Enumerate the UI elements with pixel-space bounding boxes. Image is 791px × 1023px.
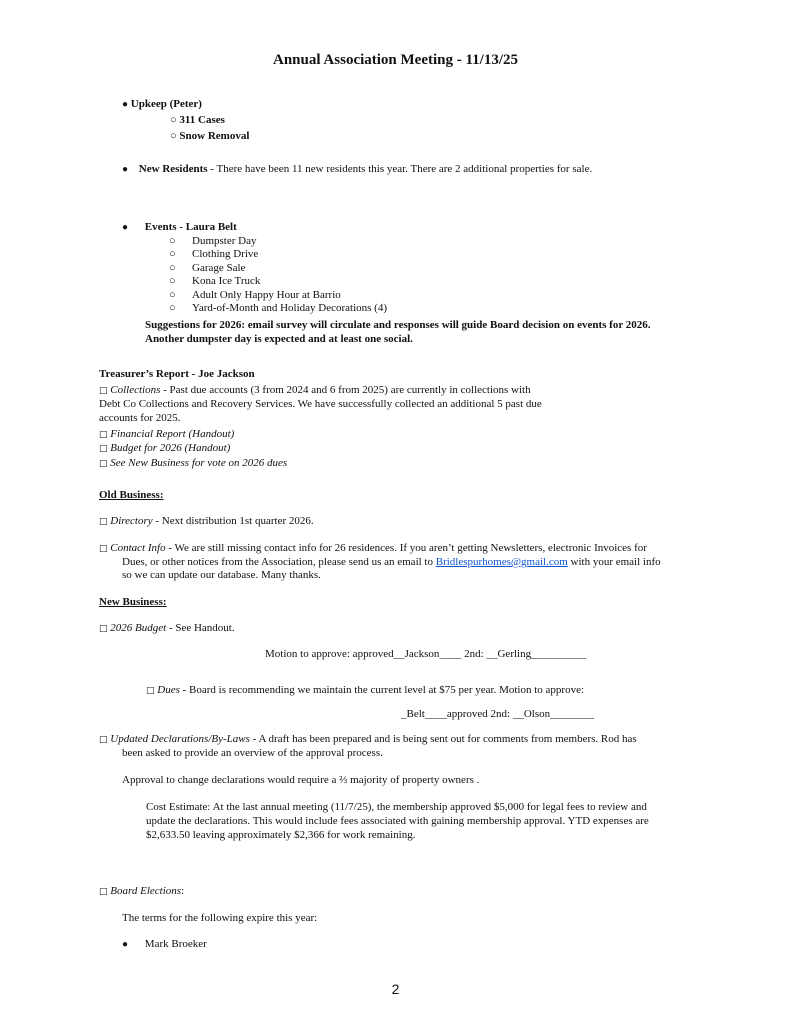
list-item: ○ Kona Ice Truck <box>169 275 261 287</box>
checkbox-icon: □ <box>99 544 108 554</box>
checkbox-icon: □ <box>146 686 155 696</box>
circle-bullet-icon: ○ <box>169 275 176 287</box>
cost-estimate: $2,633.50 leaving approximately $2,366 for work remaining. <box>146 829 416 841</box>
dues-motion: _Belt____approved 2nd: __Olson________ <box>401 708 595 720</box>
old-business-heading: Old Business: <box>99 489 164 501</box>
checkbox-icon: □ <box>99 444 108 454</box>
circle-bullet-icon: ○ <box>170 114 177 126</box>
checkbox-icon: □ <box>99 624 108 634</box>
list-item: ○ 311 Cases <box>170 114 225 126</box>
bullet-icon: ● <box>122 99 129 110</box>
treasurer-collections-cont: Debt Co Collections and Recovery Services. We have successfully collected an additional 5 past due <box>99 398 542 410</box>
declarations-item: □ Updated Declarations/By-Laws - A draft has been prepared and is being sent out for comments from members. Rod has <box>99 733 637 745</box>
list-item: ● Mark Broeker <box>122 938 207 950</box>
directory-item: □ Directory - Next distribution 1st quarter 2026. <box>99 515 314 527</box>
events-heading: ● Events - Laura Belt <box>122 221 237 233</box>
circle-bullet-icon: ○ <box>169 262 176 274</box>
new-residents: ● New Residents - There have been 11 new residents this year. There are 2 additional properties for sale. <box>122 163 593 175</box>
checkbox-icon: □ <box>99 887 108 897</box>
events-suggestion: Suggestions for 2026: email survey will circulate and responses will guide Board decision on events for 2026. <box>145 319 651 331</box>
budget-item: □ 2026 Budget - See Handout. <box>99 622 235 634</box>
treasurer-heading: Treasurer’s Report - Joe Jackson <box>99 368 255 380</box>
list-item: ○ Clothing Drive <box>169 248 259 260</box>
list-item: □ See New Business for vote on 2026 dues <box>99 457 288 469</box>
circle-bullet-icon: ○ <box>169 289 176 301</box>
list-item: ○ Garage Sale <box>169 262 246 274</box>
contact-item: □ Contact Info - We are still missing contact info for 26 residences. If you aren’t getting Newsletters, electronic Invoices for <box>99 542 647 554</box>
list-item: ○ Adult Only Happy Hour at Barrio <box>169 289 341 301</box>
circle-bullet-icon: ○ <box>169 248 176 260</box>
list-item: ○ Yard-of-Month and Holiday Decorations (4) <box>169 302 388 314</box>
upkeep-heading: ● Upkeep (Peter) <box>122 98 202 110</box>
cost-estimate: update the declarations. This would include fees associated with gaining membership approval. YTD expenses are <box>146 815 649 827</box>
treasurer-collections: □ Collections - Past due accounts (3 from 2024 and 6 from 2025) are currently in collections with <box>99 384 531 396</box>
checkbox-icon: □ <box>99 517 108 527</box>
email-link[interactable]: Bridlespurhomes@gmail.com <box>435 556 568 568</box>
checkbox-icon: □ <box>99 459 108 469</box>
approval-text: Approval to change declarations would require a ⅔ majority of property owners . <box>122 774 480 786</box>
bullet-icon: ● <box>122 939 129 950</box>
list-item: □ Budget for 2026 (Handout) <box>99 442 231 454</box>
events-suggestion: Another dumpster day is expected and at least one social. <box>145 333 413 345</box>
circle-bullet-icon: ○ <box>169 235 176 247</box>
cost-estimate: Cost Estimate: At the last annual meeting (11/7/25), the membership approved $5,000 for legal fees to review and <box>146 801 647 813</box>
list-item: □ Financial Report (Handout) <box>99 428 235 440</box>
checkbox-icon: □ <box>99 735 108 745</box>
bullet-icon: ● <box>122 222 129 233</box>
new-business-heading: New Business: <box>99 596 167 608</box>
declarations-item-cont: been asked to provide an overview of the approval process. <box>122 747 383 759</box>
circle-bullet-icon: ○ <box>169 302 176 314</box>
page-title: Annual Association Meeting - 11/13/25 <box>272 52 519 68</box>
budget-motion: Motion to approve: approved__Jackson____ 2nd: __Gerling__________ <box>265 648 587 660</box>
checkbox-icon: □ <box>99 430 108 440</box>
list-item: ○ Snow Removal <box>170 130 250 142</box>
dues-item: □ Dues - Board is recommending we maintain the current level at $75 per year. Motion to approve: <box>146 684 585 696</box>
page-number: 2 <box>391 981 400 997</box>
terms-text: The terms for the following expire this year: <box>122 912 318 924</box>
checkbox-icon: □ <box>99 386 108 396</box>
contact-item-cont: Dues, or other notices from the Association, please send us an email to Bridlespurhomes@gmail.com with your email info <box>122 556 661 568</box>
circle-bullet-icon: ○ <box>170 130 177 142</box>
elections-item: □ Board Elections: <box>99 885 185 897</box>
bullet-icon: ● <box>122 164 129 175</box>
treasurer-collections-cont: accounts for 2025. <box>99 412 181 424</box>
contact-item-cont: so we can update our database. Many thanks. <box>122 569 321 581</box>
list-item: ○ Dumpster Day <box>169 235 257 247</box>
